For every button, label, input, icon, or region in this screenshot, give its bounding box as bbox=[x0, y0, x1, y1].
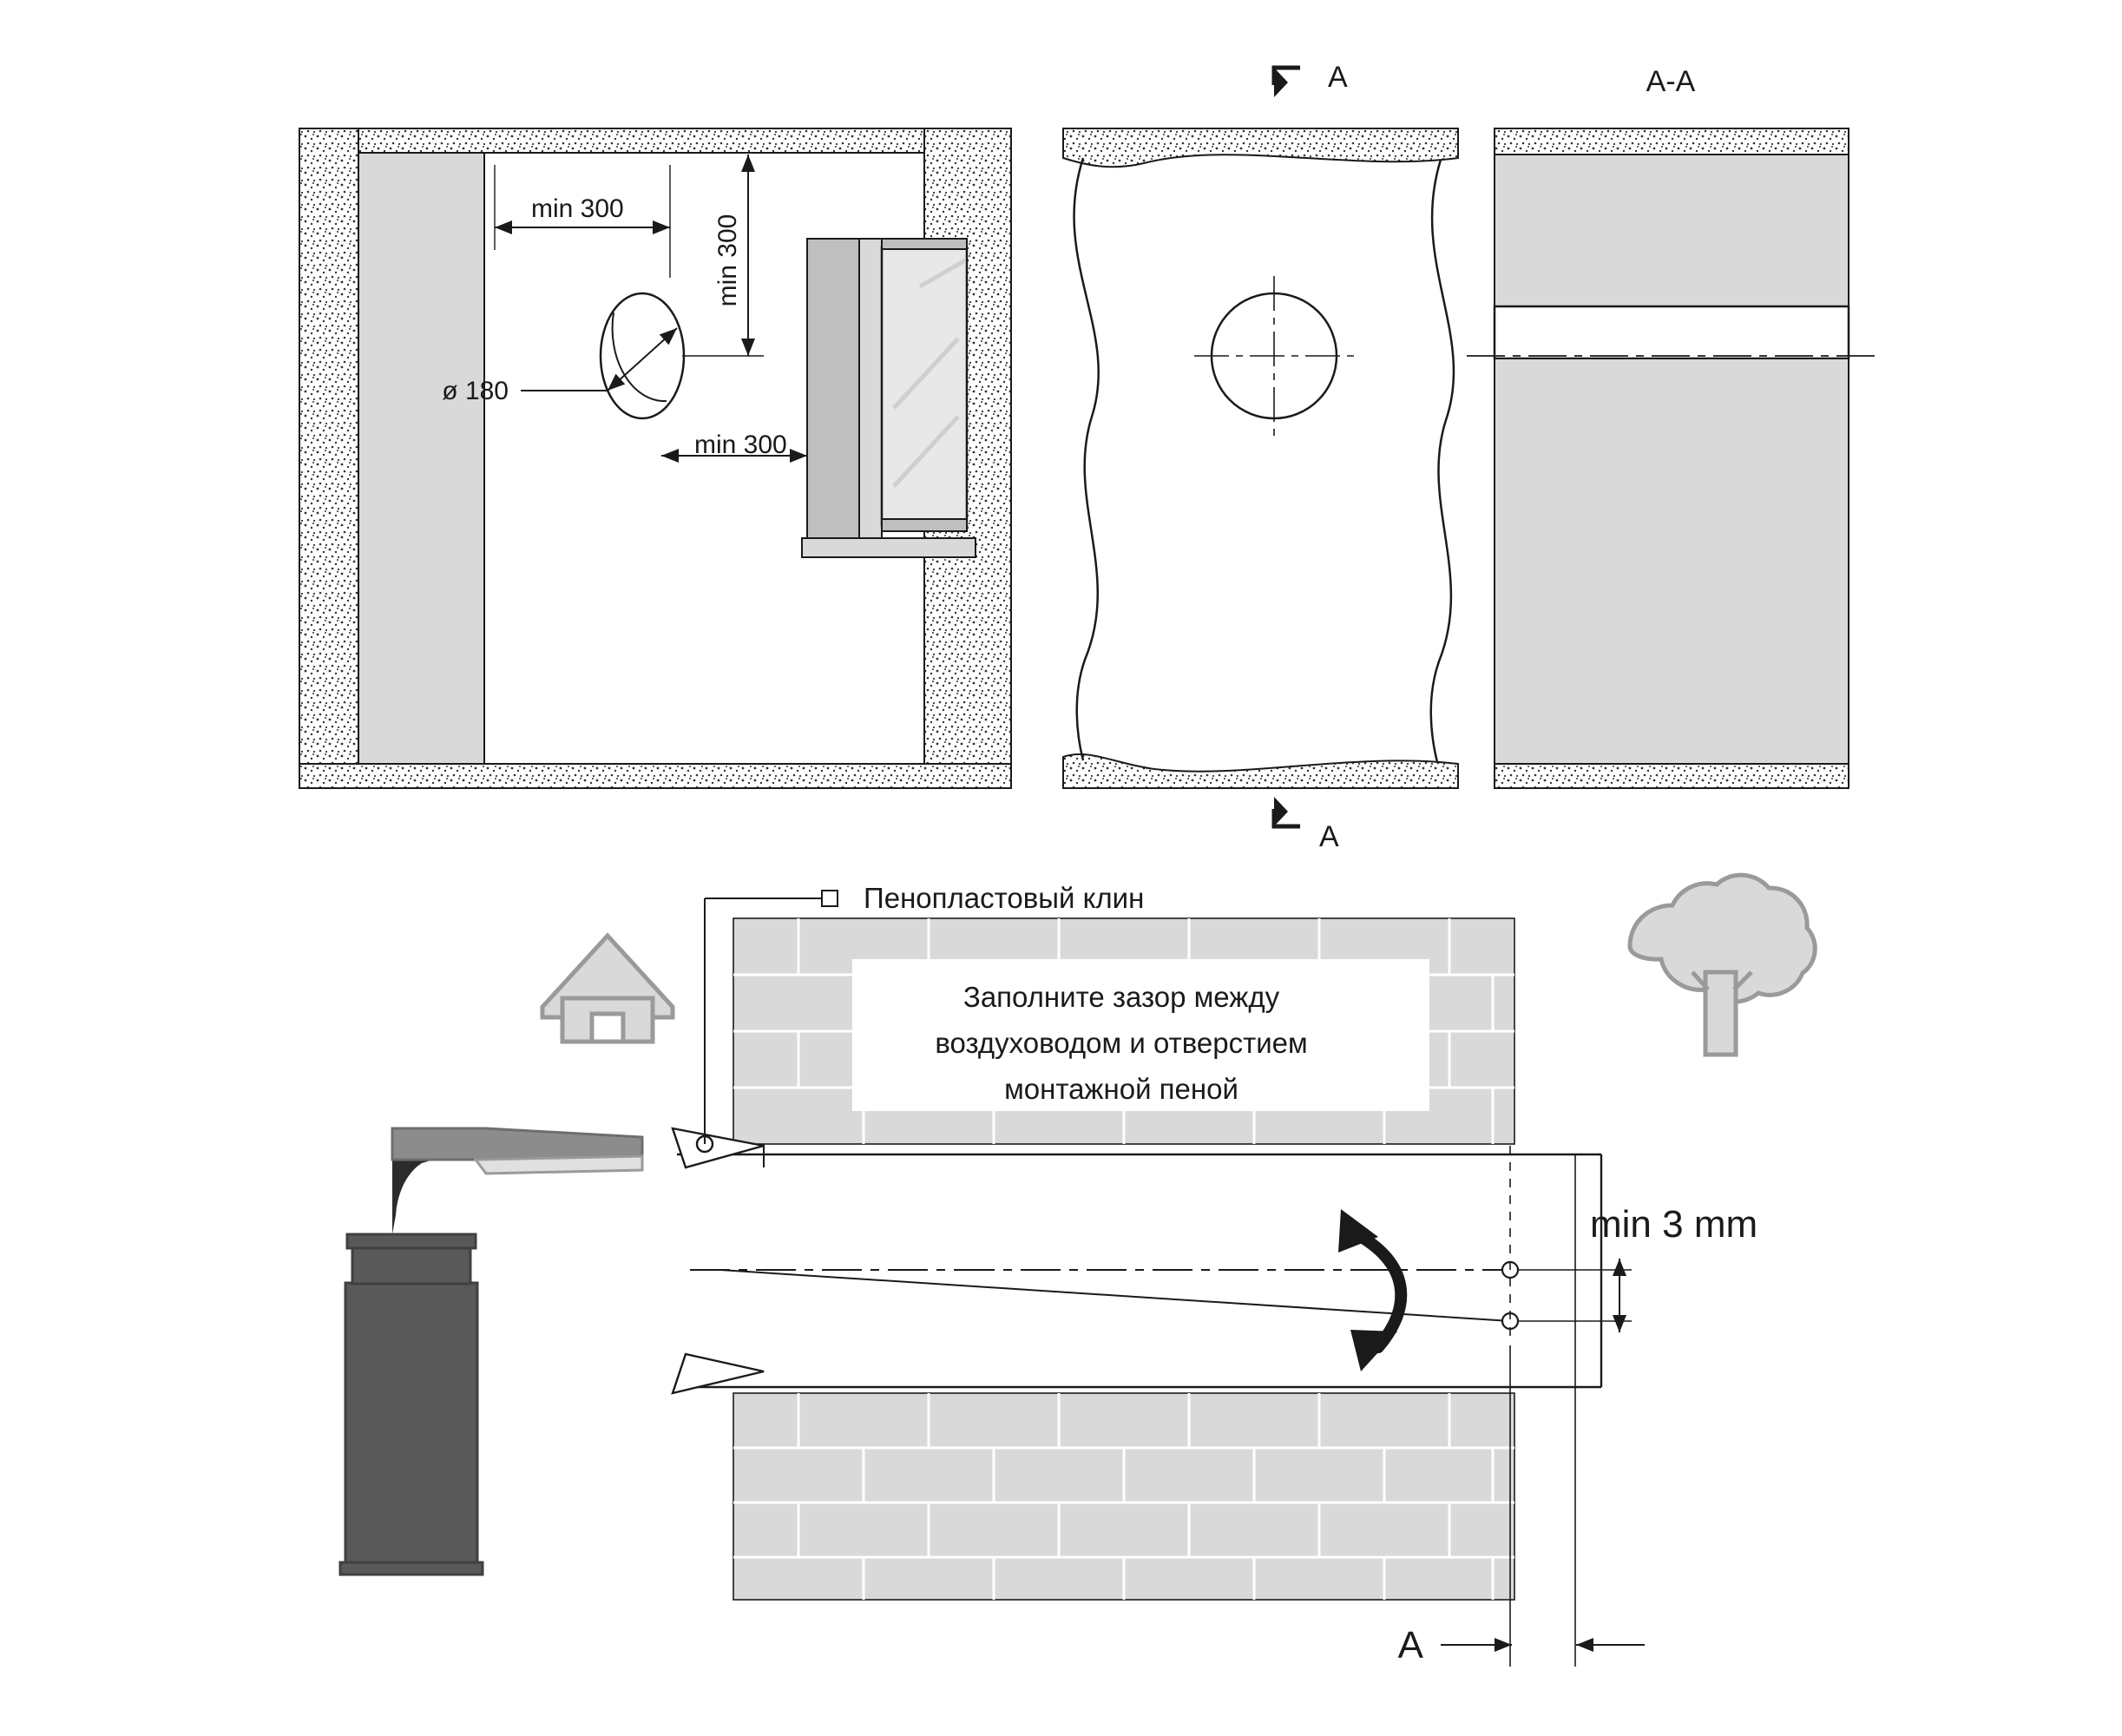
section-top-hatch bbox=[1495, 128, 1849, 155]
foam-can-body bbox=[345, 1283, 477, 1569]
section-mark-bottom-label: A bbox=[1319, 820, 1339, 853]
plan-view bbox=[299, 128, 1011, 788]
callout-marker bbox=[822, 891, 838, 906]
foam-gun-icon bbox=[340, 1128, 642, 1575]
wall-elevation-view bbox=[1063, 61, 1458, 853]
section-bottom-hatch bbox=[1495, 764, 1849, 788]
callout-wedge-label: Пенопластовый клин bbox=[864, 882, 1145, 914]
elevation-break-left bbox=[1074, 158, 1099, 760]
plan-window-frame-outer bbox=[807, 239, 859, 538]
dim-diameter-label: ø 180 bbox=[442, 377, 509, 405]
plan-window-head bbox=[882, 239, 967, 249]
slope-dimension-label: min 3 mm bbox=[1590, 1203, 1758, 1246]
foam-gun-barrel bbox=[392, 1128, 642, 1160]
section-mark-top-label: A bbox=[1328, 61, 1348, 94]
elevation-top-band bbox=[1063, 128, 1458, 167]
plan-inner-partition bbox=[358, 153, 484, 764]
plan-window-frame-inner bbox=[859, 239, 882, 538]
base-dim-label: A bbox=[1397, 1624, 1423, 1667]
section-duct-opening bbox=[1495, 306, 1849, 358]
note-line-2: воздуховодом и отверстием bbox=[935, 1027, 1308, 1059]
elevation-break-right bbox=[1431, 160, 1454, 762]
dim-min300-vertical-label: min 300 bbox=[713, 214, 742, 307]
tree-icon bbox=[1630, 875, 1815, 1055]
plan-wall-bottom bbox=[299, 764, 1011, 788]
section-aa-title: A-A bbox=[1646, 65, 1696, 98]
house-icon bbox=[542, 936, 673, 1042]
plan-wall-top bbox=[299, 128, 1011, 153]
section-wall-lower bbox=[1495, 358, 1849, 764]
detail-view bbox=[340, 875, 1815, 1667]
dim-min300-bottom-label: min 300 bbox=[694, 431, 787, 459]
plan-wall-left bbox=[299, 128, 358, 788]
masonry-lower bbox=[733, 1393, 1514, 1600]
section-mark-bottom-arrow bbox=[1274, 797, 1288, 826]
dim-min300-top-label: min 300 bbox=[531, 194, 624, 223]
foam-gun-nozzle bbox=[476, 1156, 642, 1174]
plan-window-sill bbox=[882, 519, 967, 531]
foam-can-collar bbox=[347, 1234, 476, 1248]
section-mark-top-arrow bbox=[1274, 68, 1288, 97]
section-wall-upper bbox=[1495, 155, 1849, 306]
foam-can-base bbox=[340, 1562, 483, 1575]
section-aa-view bbox=[1467, 65, 1876, 788]
plan-duct-opening bbox=[601, 293, 684, 418]
note-line-3: монтажной пеной bbox=[1004, 1073, 1238, 1105]
elevation-bottom-band bbox=[1063, 754, 1458, 788]
note-line-1: Заполните зазор между bbox=[962, 981, 1280, 1013]
foam-can-neck bbox=[352, 1246, 470, 1284]
plan-window-board bbox=[802, 538, 976, 557]
